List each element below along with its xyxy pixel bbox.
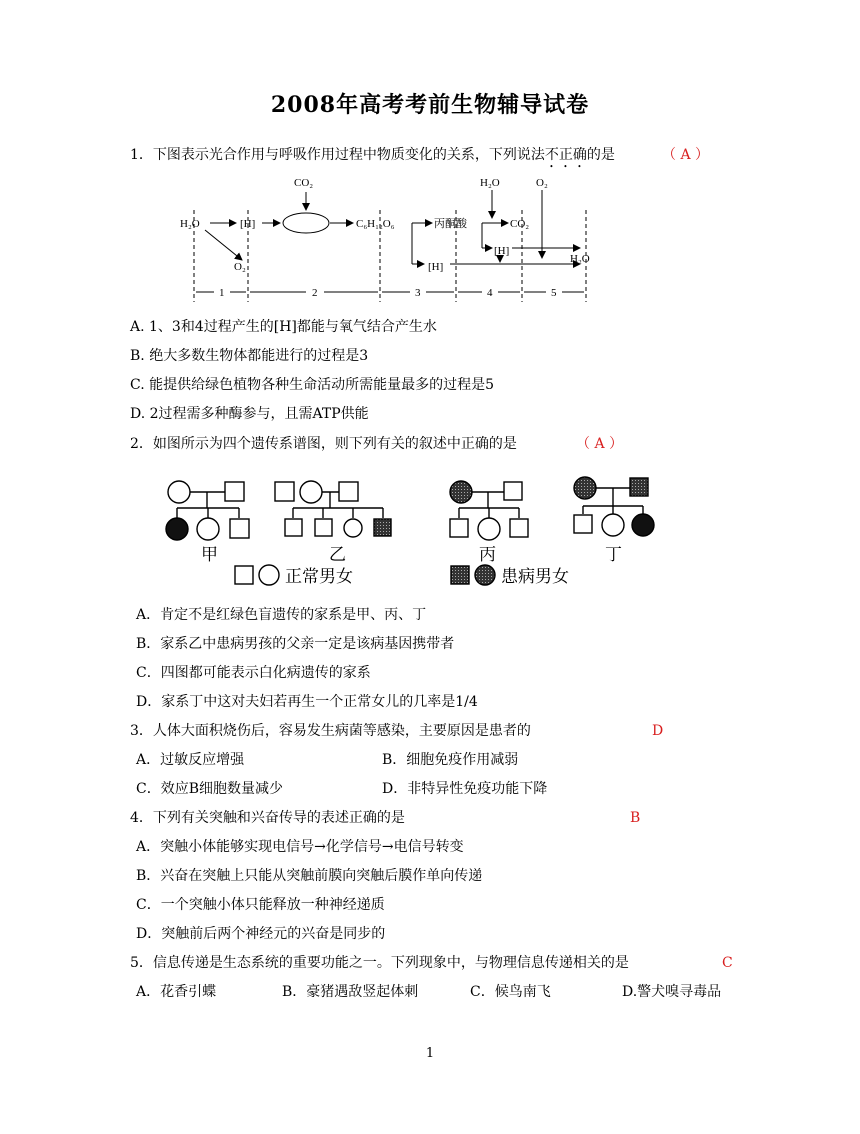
- q1-stem-prefix: 1．下图表示光合作用与呼吸作用过程中物质变化的关系，下列说法: [130, 147, 545, 163]
- jia-daughter: [197, 518, 219, 540]
- legend-affected-male: [451, 566, 469, 584]
- yi-son-1: [285, 519, 302, 536]
- jia-father: [225, 482, 244, 501]
- q3-option-a: A．过敏反应增强: [136, 752, 245, 768]
- segment-label-1: 1: [219, 287, 225, 299]
- label-h2o-left: H₂O: [180, 218, 200, 230]
- bing-daughter: [478, 518, 500, 540]
- label-h2o-top: H₂O: [480, 177, 500, 189]
- label-h-3: [H]: [428, 261, 444, 273]
- ding-daughter: [602, 514, 624, 536]
- legend-affected-label: 患病男女: [501, 567, 569, 586]
- yi-other: [339, 482, 358, 501]
- q1-stem-suffix: 的是: [586, 147, 615, 163]
- pedigree-label-bing: 丙: [479, 545, 496, 564]
- q5-answer: C: [722, 955, 733, 971]
- yi-son-affected: [374, 519, 391, 536]
- q2-option-b: B．家系乙中患病男孩的父亲一定是该病基因携带者: [136, 636, 455, 652]
- legend-normal-label: 正常男女: [285, 567, 353, 586]
- q5-option-a: A．花香引蝶: [136, 984, 217, 1000]
- q2-stem: 2．如图所示为四个遗传系谱图，则下列有关的叙述中正确的是: [130, 436, 517, 452]
- segment-label-5: 5: [551, 287, 557, 299]
- label-co2-right: CO₂: [510, 218, 530, 230]
- q4-option-b: B．兴奋在突触上只能从突触前膜向突触后膜作单向传递: [136, 868, 483, 884]
- yi-daughter: [344, 519, 362, 537]
- q2-option-d: D．家系丁中这对夫妇若再生一个正常女儿的几率是1/4: [136, 694, 478, 710]
- ding-daughter-affected: [632, 514, 654, 536]
- q1-option-b: B. 绝大多数生物体都能进行的过程是3: [130, 348, 369, 364]
- label-o2-top: O₂: [536, 177, 548, 189]
- q3-stem: 3．人体大面积烧伤后，容易发生病菌等感染，主要原因是患者的: [130, 723, 531, 739]
- pedigree-label-yi: 乙: [329, 545, 346, 564]
- segment-label-2: 2: [312, 287, 318, 299]
- arrow-h2o-to-o2: [205, 230, 242, 260]
- yi-son-2: [315, 519, 332, 536]
- jia-mother: [168, 481, 190, 503]
- segment-label-3: 3: [415, 287, 421, 299]
- q1-answer: （ A ）: [662, 147, 710, 163]
- q5-option-d: D.警犬嗅寻毒品: [622, 984, 722, 1000]
- q4-option-a: A．突触小体能够实现电信号→化学信号→电信号转变: [136, 839, 464, 855]
- label-pyruvate: 丙酮酸: [434, 218, 467, 230]
- segment-label-4: 4: [487, 287, 493, 299]
- pedigree-charts: [155, 468, 675, 592]
- legend-normal-male: [235, 566, 253, 584]
- q3-answer: D: [652, 723, 664, 739]
- q4-answer: B: [630, 810, 641, 826]
- ding-mother-affected: [574, 477, 596, 499]
- jia-daughter-affected: [166, 518, 188, 540]
- page-title: 2008年高考考前生物辅导试卷: [270, 92, 590, 118]
- label-o2-1: O₂: [234, 261, 246, 273]
- bing-mother-affected: [450, 481, 472, 503]
- q3-option-d: D．非特异性免疫功能下降: [382, 781, 548, 797]
- yi-father: [275, 482, 294, 501]
- q3-option-b: B．细胞免疫作用减弱: [382, 752, 519, 768]
- q2-option-c: C．四图都可能表示白化病遗传的家系: [136, 665, 371, 681]
- q1-option-c: C. 能提供给绿色植物各种生命活动所需能量最多的过程是5: [130, 377, 495, 393]
- legend-affected-female: [475, 565, 495, 585]
- q2-option-a: A．肯定不是红绿色盲遗传的家系是甲、丙、丁: [136, 607, 427, 623]
- label-co2-top: CO₂: [294, 177, 314, 189]
- q4-option-c: C．一个突触小体只能释放一种神经递质: [136, 897, 385, 913]
- yi-mother: [300, 481, 322, 503]
- calvin-cycle-ellipse: [283, 213, 329, 233]
- label-h2o-right: H₂O: [570, 253, 590, 265]
- q5-option-c: C．候鸟南飞: [470, 984, 551, 1000]
- q1-stem: [130, 146, 615, 171]
- q1-option-a: A. 1、3和4过程产生的[H]都能与氧气结合产生水: [130, 319, 437, 335]
- bing-father: [504, 482, 522, 500]
- label-glucose: C₆H₁₂O₆: [356, 218, 395, 230]
- q3-option-c: C．效应B细胞数量减少: [136, 781, 283, 797]
- q4-stem: 4．下列有关突触和兴奋传导的表述正确的是: [130, 810, 405, 826]
- q2-answer: （ A ）: [576, 436, 624, 452]
- pedigree-label-jia: 甲: [201, 545, 218, 564]
- q1-stem-emphasis: 不正确: [544, 147, 587, 163]
- q5-stem: 5．信息传递是生态系统的重要功能之一。下列现象中，与物理信息传递相关的是: [130, 955, 629, 971]
- jia-son: [230, 519, 249, 538]
- label-h-2: [H]: [494, 245, 510, 257]
- bing-son-2: [510, 519, 528, 537]
- legend-normal-female: [259, 565, 279, 585]
- bing-son-1: [450, 519, 468, 537]
- page-number: 1: [425, 1046, 435, 1061]
- pedigree-label-ding: 丁: [605, 545, 622, 564]
- label-h-1: [H]: [240, 218, 256, 230]
- q5-option-b: B．豪猪遇敌竖起体刺: [282, 984, 419, 1000]
- q1-option-d: D. 2过程需多种酶参与，且需ATP供能: [130, 406, 369, 422]
- ding-father-affected: [630, 478, 648, 496]
- photosynthesis-respiration-diagram: [150, 170, 630, 310]
- ding-son: [574, 515, 592, 533]
- q4-option-d: D．突触前后两个神经元的兴奋是同步的: [136, 926, 386, 942]
